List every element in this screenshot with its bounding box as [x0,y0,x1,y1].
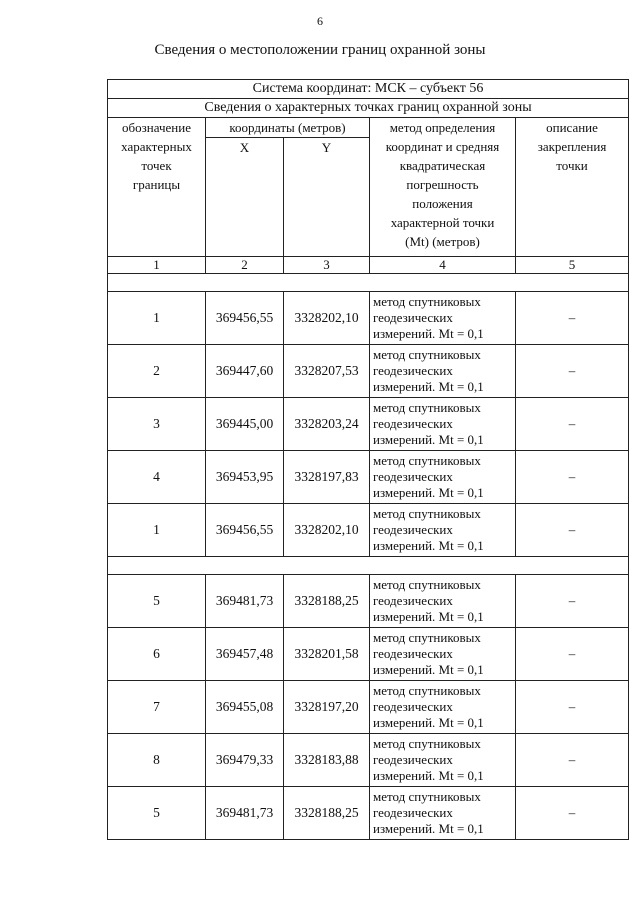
point-x: 369447,60 [206,345,284,398]
point-method [370,628,516,681]
table-row [108,451,629,504]
point-id: 8 [108,734,206,787]
point-x: 369453,95 [206,451,284,504]
method-line: метод спутниковых [373,630,481,645]
point-y: 3328207,53 [284,345,370,398]
method-line: измерений. Mt = 0,1 [373,609,484,624]
method-line: измерений. Mt = 0,1 [373,821,484,836]
point-description: – [516,398,629,451]
header-description: описание закрепления точки [516,118,629,257]
method-line: геодезических [373,699,453,714]
table-subtitle: Сведения о характерных точках границ охранной зоны [108,99,629,118]
point-description: – [516,292,629,345]
method-line: метод спутниковых [373,683,481,698]
header-y: Y [284,138,370,257]
point-method [370,681,516,734]
point-id: 3 [108,398,206,451]
point-description: – [516,787,629,840]
column-number: 2 [206,257,284,274]
method-line: метод спутниковых [373,577,481,592]
group-separator [108,557,629,575]
table-row [108,575,629,628]
group-separator-row [108,557,629,575]
method-line: геодезических [373,416,453,431]
method-line: измерений. Mt = 0,1 [373,715,484,730]
table-row [108,345,629,398]
column-numbers-row [108,257,629,274]
table-row [108,398,629,451]
boundary-points-table [107,79,629,840]
coordinate-system-title: Система координат: МСК – субъект 56 [108,80,629,99]
header-x: X [206,138,284,257]
column-number: 5 [516,257,629,274]
point-y: 3328197,20 [284,681,370,734]
method-line: метод спутниковых [373,453,481,468]
point-description: – [516,451,629,504]
point-y: 3328203,24 [284,398,370,451]
point-description: – [516,345,629,398]
point-x: 369456,55 [206,292,284,345]
method-line: геодезических [373,805,453,820]
method-line: измерений. Mt = 0,1 [373,485,484,500]
point-y: 3328188,25 [284,575,370,628]
method-line: метод спутниковых [373,294,481,309]
page-number: 6 [317,14,323,28]
point-id: 4 [108,451,206,504]
point-y: 3328201,58 [284,628,370,681]
point-x: 369455,08 [206,681,284,734]
point-x: 369481,73 [206,787,284,840]
table-row [108,787,629,840]
point-id: 1 [108,292,206,345]
point-y: 3328202,10 [284,292,370,345]
table-row [108,734,629,787]
point-x: 369457,48 [206,628,284,681]
method-line: геодезических [373,310,453,325]
method-line: метод спутниковых [373,736,481,751]
method-line: измерений. Mt = 0,1 [373,379,484,394]
point-method [370,504,516,557]
point-x: 369445,00 [206,398,284,451]
point-id: 6 [108,628,206,681]
method-line: геодезических [373,646,453,661]
point-y: 3328202,10 [284,504,370,557]
method-line: измерений. Mt = 0,1 [373,768,484,783]
method-line: геодезических [373,469,453,484]
method-line: метод спутниковых [373,400,481,415]
method-line: измерений. Mt = 0,1 [373,538,484,553]
point-id: 5 [108,575,206,628]
point-method [370,734,516,787]
method-line: метод спутниковых [373,347,481,362]
point-y: 3328183,88 [284,734,370,787]
point-x: 369456,55 [206,504,284,557]
point-method [370,345,516,398]
method-line: геодезических [373,363,453,378]
point-method [370,575,516,628]
document-title: Сведения о местоположении границ охранной зоны [154,42,486,58]
column-number: 3 [284,257,370,274]
point-description: – [516,681,629,734]
point-method [370,292,516,345]
point-method [370,787,516,840]
method-line: метод спутниковых [373,789,481,804]
point-method [370,451,516,504]
method-line: измерений. Mt = 0,1 [373,662,484,677]
point-description: – [516,504,629,557]
table-row [108,628,629,681]
point-method [370,398,516,451]
point-y: 3328188,25 [284,787,370,840]
point-description: – [516,734,629,787]
method-line: геодезических [373,593,453,608]
column-number: 4 [370,257,516,274]
point-y: 3328197,83 [284,451,370,504]
point-id: 7 [108,681,206,734]
method-line: геодезических [373,522,453,537]
method-line: измерений. Mt = 0,1 [373,432,484,447]
group-separator-row [108,274,629,292]
group-separator [108,274,629,292]
header-method: метод определения координат и средняя квадратическая погрешность положения характерной точки (Mt) (метров) [370,118,516,257]
point-id: 1 [108,504,206,557]
column-number: 1 [108,257,206,274]
point-x: 369481,73 [206,575,284,628]
table-row [108,292,629,345]
method-line: метод спутниковых [373,506,481,521]
point-description: – [516,628,629,681]
table-row [108,504,629,557]
point-id: 5 [108,787,206,840]
point-x: 369479,33 [206,734,284,787]
table-row [108,681,629,734]
method-line: измерений. Mt = 0,1 [373,326,484,341]
header-coordinates: координаты (метров) [206,118,370,138]
method-line: геодезических [373,752,453,767]
point-id: 2 [108,345,206,398]
point-description: – [516,575,629,628]
header-designation: обозначение характерных точек границы [108,118,206,257]
